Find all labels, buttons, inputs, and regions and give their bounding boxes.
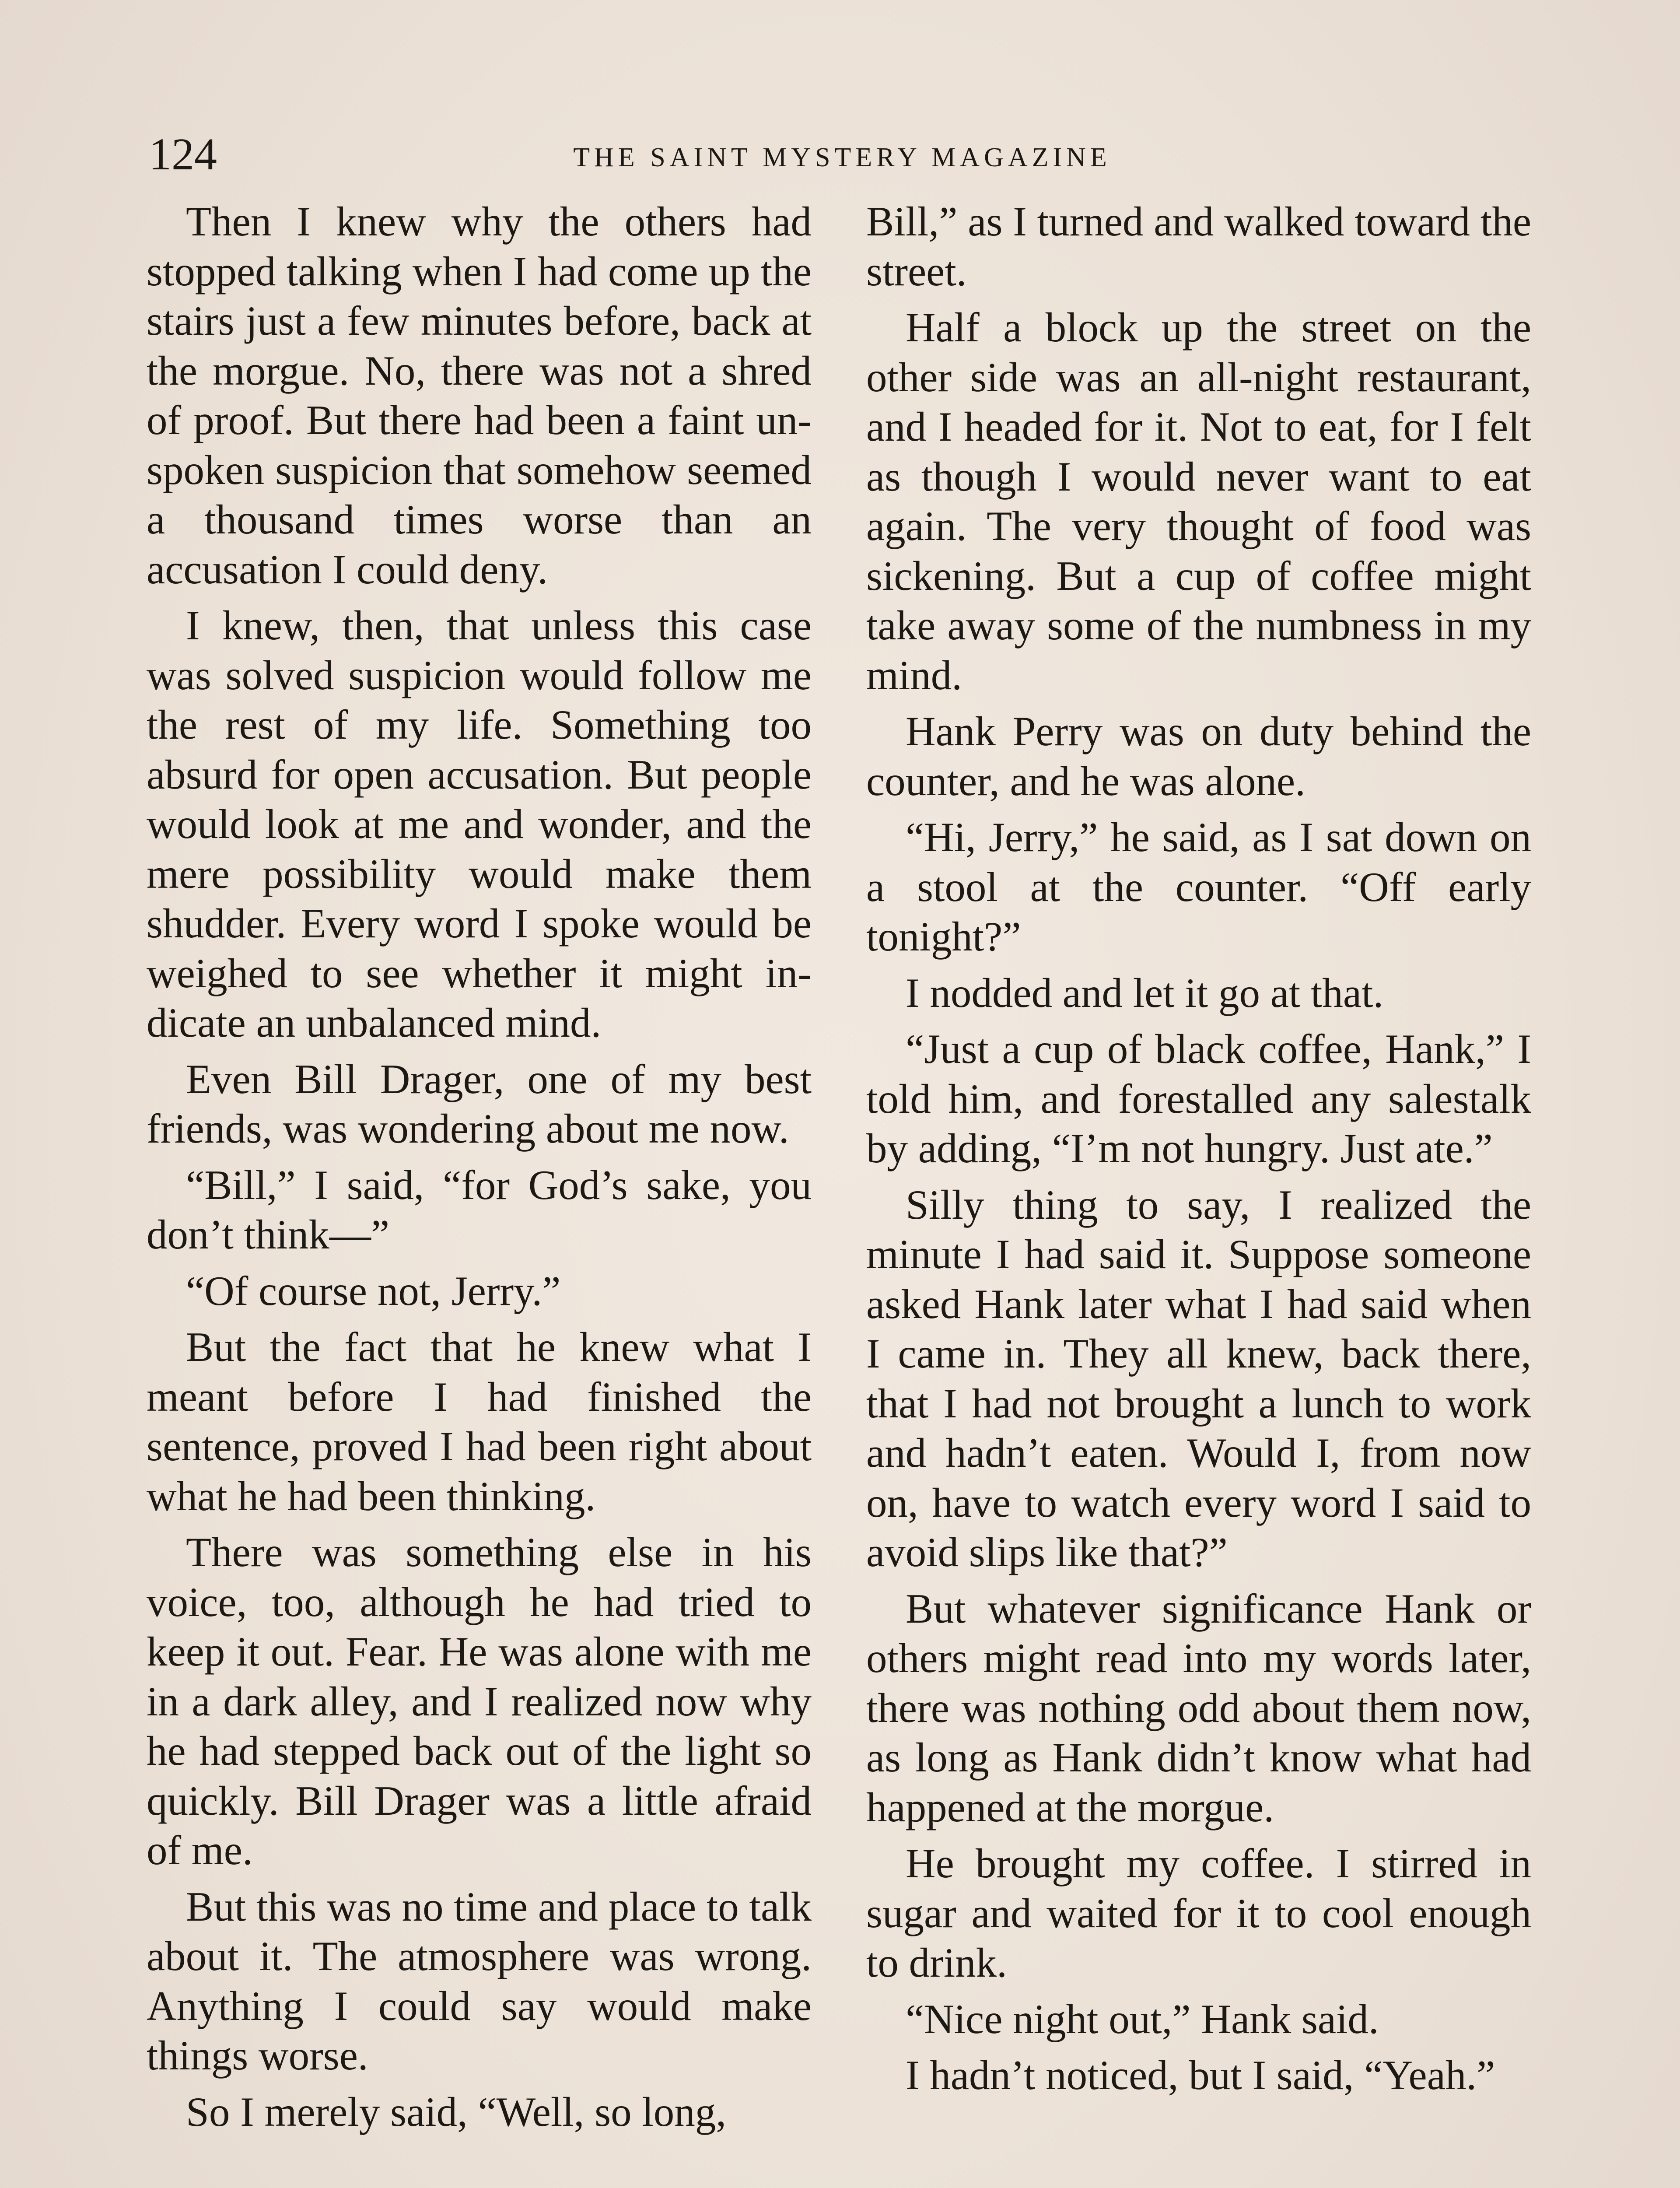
paragraph: I hadn’t noticed, but I said, “Yeah.” bbox=[906, 2052, 1495, 2098]
paragraph: “Of course not, Jerry.” bbox=[186, 1267, 561, 1314]
paragraph: I nodded and let it go at that. bbox=[906, 969, 1384, 1016]
page-header bbox=[149, 126, 1536, 187]
paragraph: Then I knew why the others had stopped talking when I had come up the stairs just a few minutes before, back at the morgue. No, there was not a shred of proof. But there had been a faint unspoken suspicion that somehow seemed a thousand times worse than an accusation I could deny. bbox=[147, 198, 812, 593]
paragraph: I knew, then, that unless this case was solved suspicion would follow me the rest of my life. Something too absurd for open accusation. But people would look at me and wonder, and the mere possibility would make them shudder. Every word I spoke would be weighed to see whether it might indicate an unbalanced mind. bbox=[147, 602, 812, 1046]
paragraph: Hank Perry was on duty behind the counter, and he was alone. bbox=[866, 708, 1531, 804]
paragraph: But this was no time and place to talk about it. The atmosphere was wrong. Anything I could say would make things worse. bbox=[147, 1883, 812, 2079]
paragraph: But whatever significance Hank or others might read into my words later, there was nothing odd about them now, as long as Hank didn’t know what had happened at the morgue. bbox=[866, 1585, 1531, 1830]
paragraph: Silly thing to say, I realized the minute I had said it. Suppose someone asked Hank later what I had said when I came in. They all knew, back there, that I had not brought a lunch to work and hadn’t eaten. Would I, from now on, have to watch every word I said to avoid slips like that?” bbox=[866, 1181, 1531, 1575]
paragraph: “Hi, Jerry,” he said, as I sat down on a stool at the counter. “Off early tonight?” bbox=[866, 814, 1531, 960]
left-column bbox=[147, 197, 812, 2143]
right-column bbox=[866, 197, 1531, 2107]
paragraph: “Bill,” I said, “for God’s sake, you don’t think—” bbox=[147, 1161, 812, 1258]
paragraph: “Nice night out,” Hank said. bbox=[906, 1995, 1379, 2042]
paragraph: But the fact that he knew what I meant before I had finished the sentence, proved I had been right about what he had been thinking. bbox=[147, 1324, 812, 1519]
page-number: 124 bbox=[149, 129, 217, 179]
paragraph: Half a block up the street on the other side was an all-night restaurant, and I headed for it. Not to eat, for I felt as though I would never want to eat again. The very thought of food was sickening. But a cup of coffee might take away some of the numbness in my mind. bbox=[866, 304, 1531, 698]
paragraph: So I merely said, “Well, so long, bbox=[186, 2088, 727, 2135]
paragraph-continued: Bill,” as I turned and walked toward the street. bbox=[866, 198, 1531, 295]
running-head: THE SAINT MYSTERY MAGAZINE bbox=[573, 143, 1111, 172]
paragraph: Even Bill Drager, one of my best friends, was wondering about me now. bbox=[147, 1055, 812, 1152]
paragraph: There was something else in his voice, too, although he had tried to keep it out. Fear. He was alone with me in a dark alley, and I realized now why he had stepped back out of the light so quickly. Bill Drager was a little afraid of me. bbox=[147, 1529, 812, 1873]
paragraph: “Just a cup of black coffee, Hank,” I told him, and forestalled any salestalk by adding, “I’m not hungry. Just ate.” bbox=[866, 1026, 1531, 1171]
paragraph: He brought my coffee. I stirred in sugar and waited for it to cool enough to drink. bbox=[866, 1840, 1531, 1986]
